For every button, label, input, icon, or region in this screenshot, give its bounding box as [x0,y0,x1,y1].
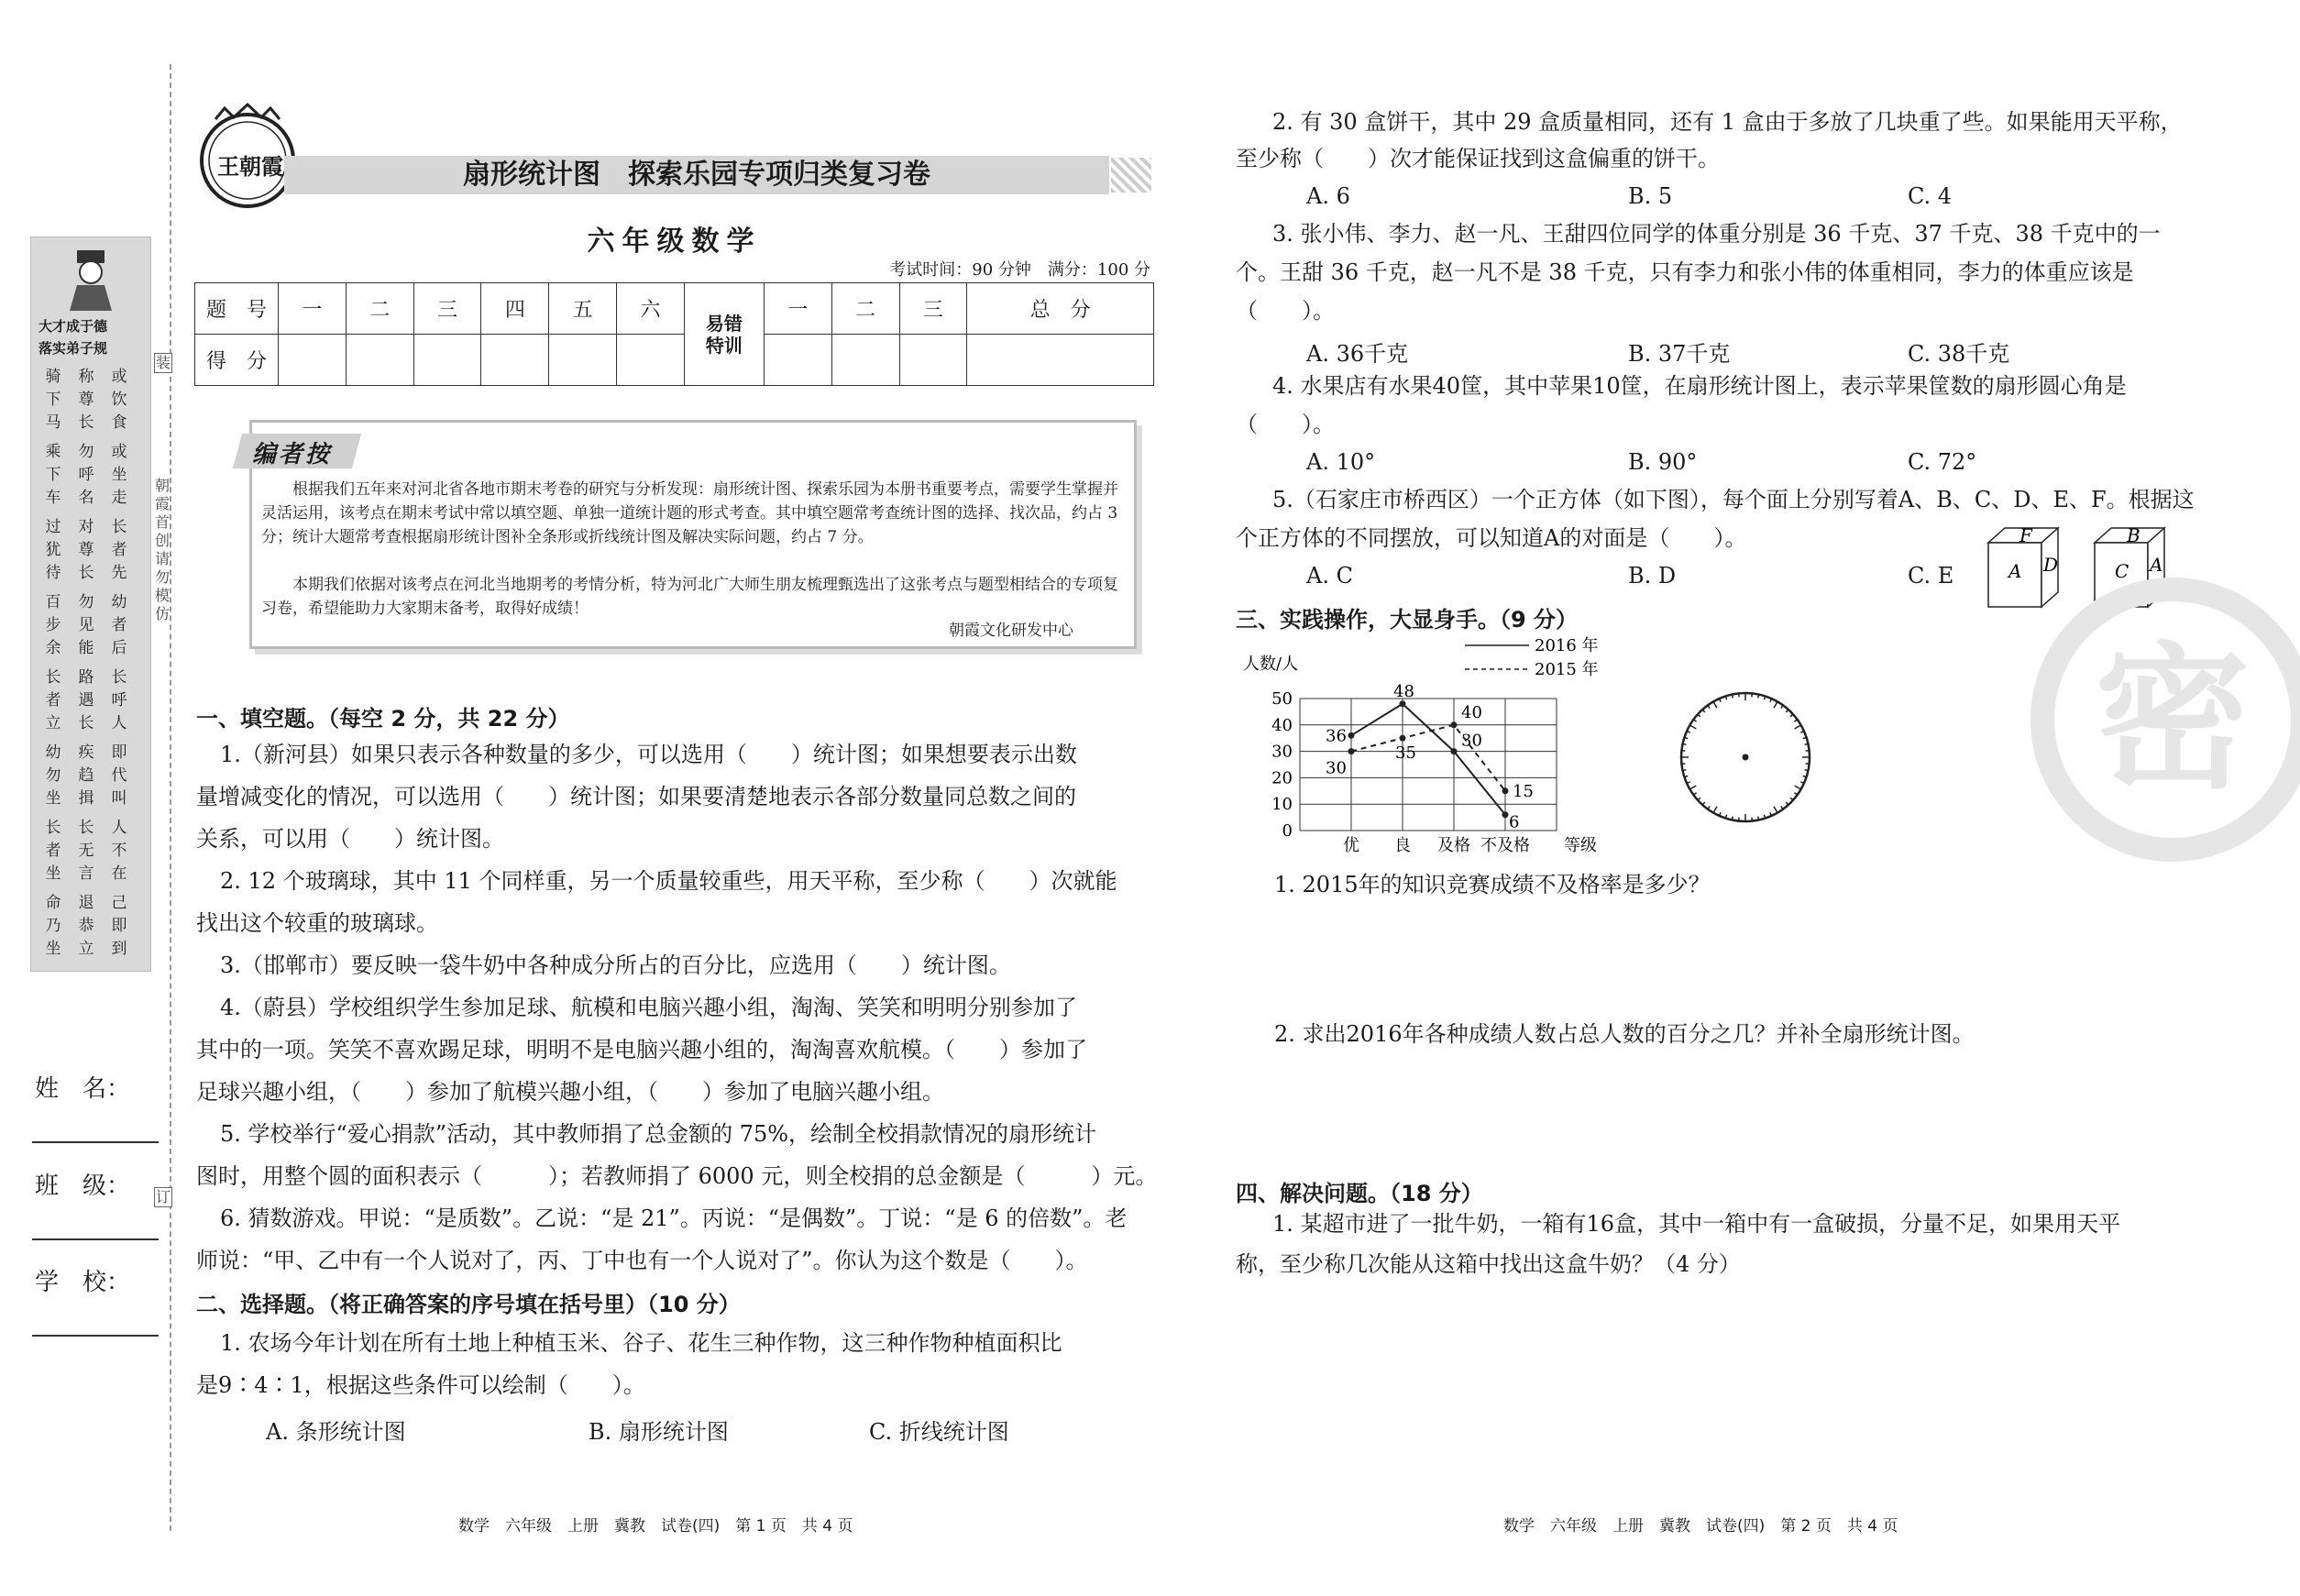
motto-column: 长者先 [111,518,127,582]
s2-q5-line-1: 5.（石家庄市桥西区）一个正方体（如下图），每个面上分别写着A、B、C、D、E、F。根据这 [1272,487,2195,512]
motto-columns [44,366,145,962]
s2-q2-option-b[interactable]: B. 5 [1628,183,1673,209]
data-point [1502,811,1509,818]
s4-q1-line-1: 1. 某超市进了一批牛奶，一箱有16盒，其中一箱中有一盒破损，分量不足，如果用天平 [1272,1211,2121,1237]
exam-info: 考试时间：90 分钟 满分：100 分 [889,260,1150,280]
score-cell[interactable] [413,335,481,386]
name-input-line[interactable] [32,1141,159,1143]
cube-2-top: B [2127,524,2140,546]
score-cell[interactable] [346,335,413,386]
s2-q1-option-b[interactable]: B. 扇形统计图 [589,1419,729,1445]
pie-tick [1805,770,1809,771]
s2-q1-line-2: 是9∶4∶1，根据这些条件可以绘制（ ）。 [196,1372,645,1398]
motto-panel [30,237,151,972]
score-cell[interactable] [549,335,617,386]
motto-column: 退恭立 [78,894,94,958]
editor-signature: 朝霞文化研发中心 [949,622,1073,640]
s2-q2-option-c[interactable]: C. 4 [1908,183,1953,209]
pie-tick [1758,695,1759,699]
scholar-icon [59,247,123,311]
error-training-label: 易错特训 [684,283,764,386]
motto-column: 即代叫 [111,743,127,808]
s2-q3-line-3: （ ）。 [1236,298,1335,324]
motto-column: 对尊长 [78,518,94,582]
score-header-label: 题 号 [195,283,279,335]
section-4-heading: 四、解决问题。（18 分） [1236,1181,1483,1206]
cube-2-front: C [2115,560,2129,582]
motto-column: 己即到 [111,894,127,958]
s2-q4-option-a[interactable]: A. 10° [1306,449,1376,475]
editor-title: 编者按 [252,441,333,468]
score-cell[interactable] [899,335,967,386]
s2-q3-line-2: 个。王甜 36 千克，赵一凡不是 38 千克，只有李力和张小伟的体重相同，李力的体重应该是 [1236,259,2134,285]
name-label: 姓 名： [35,1075,131,1103]
s4-q1-line-2: 称，至少称几次能从这箱中找出这盒牛奶？（4 分） [1236,1251,1741,1277]
subject-subtitle: 六年级数学 [587,226,762,258]
s2-q1-option-a[interactable]: A. 条形统计图 [266,1419,406,1445]
s1-line: 足球兴趣小组，（ ）参加了航模兴趣小组，（ ）参加了电脑兴趣小组。 [196,1079,944,1105]
pie-tick [1758,817,1759,820]
s1-line: 4.（蔚县）学校组织学生参加足球、航模和电脑兴趣小组，淘淘、笑笑和明明分别参加了 [220,995,1077,1020]
motto-column: 称尊长 [78,368,94,432]
score-header-cell: 五 [549,283,617,335]
score-cell[interactable] [831,335,899,386]
editor-paragraph-1: 根据我们五年来对河北省各地市期末考卷的研究与分析发现：扇形统计图、探索乐园为本册书重要考点，需要学生掌握并灵活运用，该考点在期末考试中常以填空题、单独一道统计题的形式考查。其中填空题常考查统计图的选择、找次品，约占 3 分；统计大题常考查根据扇形统计图补全条形或折线统计图及解决实际问题，约占 7 分。 [261,480,1118,546]
s2-q3-option-c[interactable]: C. 38千克 [1908,341,2010,367]
s2-q5-option-c[interactable]: C. E [1908,563,1954,589]
motto-column: 骑下马 [45,368,61,432]
cube-1-top: F [2019,524,2032,546]
score-table [194,282,1154,386]
data-label: 36 [1326,726,1347,746]
x-tick-label: 优 [1343,836,1359,855]
s2-q2-line-1: 2. 有 30 盒饼干，其中 29 盒质量相同，还有 1 盒由于多放了几块重了些。如果能用天平称， [1272,109,2183,135]
s1-line: 3.（邯郸市）要反映一袋牛奶中各种成分所占的百分比，应选用（ ）统计图。 [220,952,1011,978]
y-tick-label: 10 [1271,795,1293,815]
s1-line: 关系，可以用（ ）统计图。 [196,826,504,852]
score-header-cell: 三 [413,283,481,335]
score-header-cell: 六 [617,283,685,335]
s1-line: 1.（新河县）如果只表示各种数量的多少，可以选用（ ）统计图；如果想要表示出数 [220,742,1077,767]
motto-column: 疾趋揖 [78,743,94,808]
motto-column: 人不在 [111,819,127,883]
pie-tick [1805,743,1809,744]
score-cell[interactable] [617,335,685,386]
s3-q2: 2. 求出2016年各种成绩人数占总人数的百分之几？并补全扇形统计图。 [1274,1021,1975,1047]
s2-q3-line-1: 3. 张小伟、李力、赵一凡、王甜四位同学的体重分别是 36 千克、37 千克、38 千克中的一 [1272,221,2161,247]
school-label: 学 校： [35,1269,131,1296]
x-axis-label: 等级 [1564,836,1597,855]
banner-dots [1111,158,1151,193]
binding-mark-2: 订 [155,1188,171,1205]
motto-column: 或饮食 [111,368,127,432]
score-header-cell: 一 [764,283,831,335]
cube-1 [1988,524,2058,607]
score-row-label: 得 分 [195,335,279,386]
pie-tick [1732,695,1733,699]
y-tick-label: 20 [1271,768,1293,788]
s2-q4-option-c[interactable]: C. 72° [1908,449,1977,475]
s2-q4-line-2: （ ）。 [1236,412,1335,437]
s1-line: 师说：“甲、乙中有一个人说对了，丙、丁中也有一个人说对了”。你认为这个数是（ ）。 [196,1248,1088,1273]
score-cell[interactable] [279,335,347,386]
data-point [1400,700,1406,707]
motto-column: 幼勿坐 [45,743,61,808]
data-label: 30 [1461,731,1482,751]
watermark-text: 密 [2094,629,2250,810]
s2-q4-line-1: 4. 水果店有水果40筐，其中苹果10筐，在扇形统计图上，表示苹果筐数的扇形圆心角是 [1272,373,2127,399]
motto-column: 命乃坐 [45,894,61,958]
motto-column: 勿见能 [78,593,94,657]
x-tick-label: 良 [1394,836,1411,855]
data-point [1400,735,1406,742]
data-point [1451,748,1458,754]
cube-1-front: A [2008,560,2022,582]
motto-column: 百步余 [45,593,61,657]
school-input-line[interactable] [32,1335,159,1337]
motto-column: 长无言 [78,819,94,883]
score-header-cell: 三 [899,283,967,335]
s1-line: 其中的一项。笑笑不喜欢踢足球，明明不是电脑兴趣小组的，淘淘喜欢航模。（ ）参加了 [196,1037,1087,1062]
pie-tick [1683,743,1687,744]
score-header-cell: 总 分 [967,283,1154,335]
editor-note-box [249,420,1137,649]
s3-q1: 1. 2015年的知识竞赛成绩不及格率是多少？ [1274,872,1711,897]
line-chart [1236,633,1630,862]
section-1-heading: 一、填空题。（每空 2 分，共 22 分） [196,706,570,732]
motto-column: 长者坐 [45,819,61,883]
s2-q4-option-b[interactable]: B. 90° [1628,449,1698,475]
footer-right: 数学 六年级 上册 冀教 试卷(四) 第 2 页 共 4 页 [1503,1517,1898,1535]
data-label: 40 [1461,702,1482,722]
s1-line: 5. 学校举行“爱心捐款”活动，其中教师捐了总金额的 75%，绘制全校捐款情况的扇形统计 [220,1121,1097,1147]
score-header-cell: 一 [279,283,347,335]
motto-column: 乘下车 [45,443,61,507]
data-label: 15 [1513,781,1534,801]
blank-pie-chart[interactable] [1678,689,1815,827]
s2-q5-line-2: 个正方体的不同摆放，可以知道A的对面是（ ）。 [1236,525,1747,551]
data-label: 30 [1326,758,1347,778]
x-tick-label: 及格 [1437,836,1470,855]
s2-q3-option-b[interactable]: B. 37千克 [1628,341,1731,367]
motto-column: 勿呼名 [78,443,94,507]
s1-line: 2. 12 个玻璃球，其中 11 个同样重，另一个质量较重些，用天平称，至少称（ ）次就能 [220,868,1117,894]
data-label: 6 [1509,812,1520,832]
data-label: 48 [1393,681,1414,701]
motto-line-1: 大才成于德 [39,318,108,335]
editor-paragraph-2: 本期我们依据对该考点在河北当地期考的考情分析，特为河北广大师生朋友梳理甄选出了这张考点与题型相结合的专项复习卷，希望能助力大家期末备考，取得好成绩！ [261,576,1118,618]
score-cell[interactable] [481,335,549,386]
pie-tick [1683,770,1687,771]
data-label: 35 [1395,743,1416,764]
cube-2-side: A [2150,554,2163,576]
s1-line: 图时，用整个圆的面积表示（ ）；若教师捐了 6000 元，则全校捐的总金额是（ ）元。 [196,1163,1158,1189]
s2-q5-option-b[interactable]: B. D [1628,563,1677,589]
section-3-heading: 三、实践操作，大显身手。（9 分） [1236,607,1579,633]
motto-line-2: 落实弟子规 [39,340,108,357]
s2-q3-option-a[interactable]: A. 36千克 [1306,341,1409,367]
score-header-cell: 二 [346,283,413,335]
s1-line: 找出这个较重的玻璃球。 [196,910,438,936]
s2-q2-line-2: 至少称（ ）次才能保证找到这盒偏重的饼干。 [1236,146,1720,171]
motto-column: 长者立 [45,668,61,732]
footer-left: 数学 六年级 上册 冀教 试卷(四) 第 1 页 共 4 页 [458,1517,853,1535]
data-point [1502,787,1509,794]
legend-label: 2015 年 [1535,660,1599,679]
s2-q1-line-1: 1. 农场今年计划在所有土地上种植玉米、谷子、花生三种作物，这三种作物种植面积比 [220,1330,1062,1356]
logo-text: 王朝霞 [217,153,283,180]
margin-dashed-line [170,64,171,1531]
y-tick-label: 50 [1271,689,1293,709]
motto-column: 路遇长 [78,668,94,732]
motto-column: 过犹待 [45,518,61,582]
x-tick-label: 不及格 [1480,836,1530,855]
data-point [1348,732,1355,739]
score-cell[interactable] [764,335,831,386]
cube-1-side: D [2043,554,2059,576]
s2-q5-option-a[interactable]: A. C [1306,563,1353,589]
y-tick-label: 0 [1282,821,1293,841]
y-tick-label: 30 [1271,742,1293,762]
legend-label: 2016 年 [1535,636,1599,655]
s1-line: 量增减变化的情况，可以选用（ ）统计图；如果要清楚地表示各部分数量同总数之间的 [196,784,1076,809]
s1-line: 6. 猜数游戏。甲说：“是质数”。乙说：“是 21”。丙说：“是偶数”。丁说：“是 6 的倍数”。老 [220,1205,1128,1231]
page-title: 扇形统计图 探索乐园专项归类复习卷 [463,159,930,191]
y-axis-label: 人数/人 [1243,655,1299,674]
pie-tick [1732,817,1733,820]
binding-note: 朝霞首创 请勿模仿 [154,477,185,622]
class-label: 班 级： [35,1172,131,1200]
score-cell[interactable] [967,335,1154,386]
score-header-cell: 二 [831,283,899,335]
motto-column: 幼者后 [111,593,127,657]
data-point [1451,721,1458,728]
section-2-heading: 二、选择题。（将正确答案的序号填在括号里）（10 分） [196,1292,741,1317]
motto-column: 长呼人 [111,668,127,732]
score-header-cell: 四 [481,283,549,335]
data-point [1348,748,1355,754]
motto-column: 或坐走 [111,443,127,507]
s2-q1-option-c[interactable]: C. 折线统计图 [869,1419,1009,1445]
binding-mark-1: 装 [155,354,171,371]
y-tick-label: 40 [1271,715,1293,735]
class-input-line[interactable] [32,1238,159,1240]
s2-q2-option-a[interactable]: A. 6 [1306,183,1350,209]
